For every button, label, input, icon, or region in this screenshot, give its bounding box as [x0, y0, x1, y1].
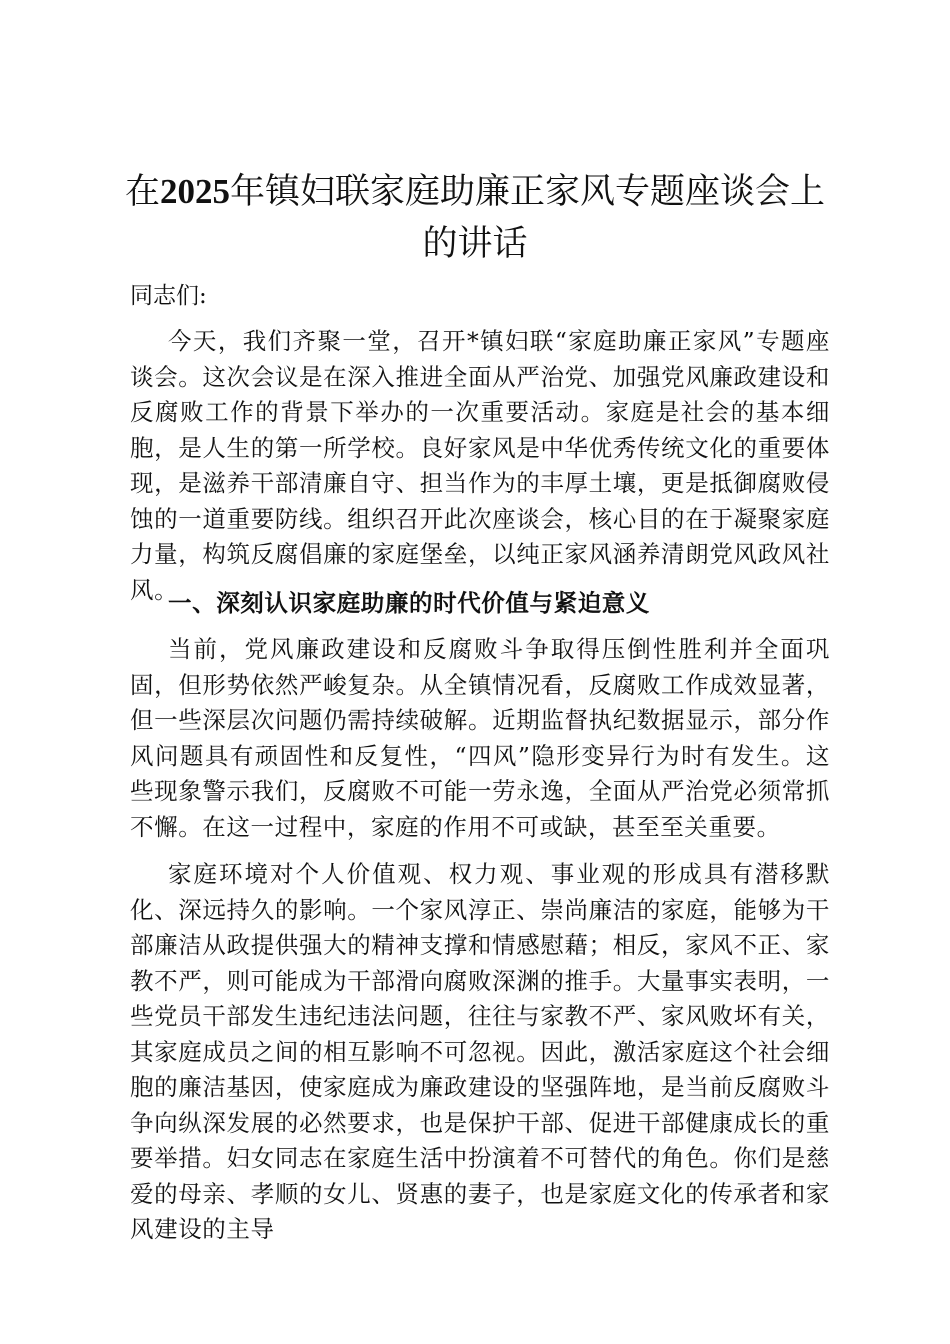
section-heading: 一、深刻认识家庭助廉的时代价值与紧迫意义: [168, 589, 650, 617]
paragraph-family-role: 家庭环境对个人价值观、权力观、事业观的形成具有潜移默化、深远持久的影响。一个家风淳正、崇尚廉洁的家庭，能够为干部廉洁从政提供强大的精神支撑和情感慰藉；相反，家风不正、家教不严，则可能成为干部滑向腐败深渊的推手。大量事实表明，一些党员干部发生违纪违法问题，往往与家教不严、家风败坏有关，其家庭成员之间的相互影响不可忽视。因此，激活家庭这个社会细胞的廉洁基因，使家庭成为廉政建设的坚强阵地，是当前反腐败斗争向纵深发展的必然要求，也是保护干部、促进干部健康成长的重要举措。妇女同志在家庭生活中扮演着不可替代的角色。你们是慈爱的母亲、孝顺的女儿、贤惠的妻子，也是家庭文化的传承者和家风建设的主导: [130, 860, 830, 1243]
title-year: 2025: [160, 172, 230, 211]
title-prefix: 在: [124, 172, 160, 212]
document-title: [110, 166, 840, 270]
paragraph-situation: 当前，党风廉政建设和反腐败斗争取得压倒性胜利并全面巩固，但形势依然严峻复杂。从全镇情况看，反腐败工作成效显著，但一些深层次问题仍需持续破解。近期监督执纪数据显示，部分作风问题具有顽固性和反复性，“四风”隐形变异行为时有发生。这些现象警示我们，反腐败不可能一劳永逸，全面从严治党必须常抓不懈。在这一过程中，家庭的作用不可或缺，甚至至关重要。: [130, 635, 830, 841]
salutation: 同志们:: [130, 283, 207, 309]
paragraph-intro: 今天，我们齐聚一堂，召开*镇妇联“家庭助廉正家风”专题座谈会。这次会议是在深入推进全面从严治党、加强党风廉政建设和反腐败工作的背景下举办的一次重要活动。家庭是社会的基本细胞，是人生的第一所学校。良好家风是中华优秀传统文化的重要体现，是滋养干部清廉自守、担当作为的丰厚土壤，更是抵御腐败侵蚀的一道重要防线。组织召开此次座谈会，核心目的在于凝聚家庭力量，构筑反腐倡廉的家庭堡垒，以纯正家风涵养清朗党风政风社风。: [130, 327, 830, 604]
title-suffix: 年镇妇联家庭助廉正家风专题座谈会上的讲话: [230, 172, 826, 264]
